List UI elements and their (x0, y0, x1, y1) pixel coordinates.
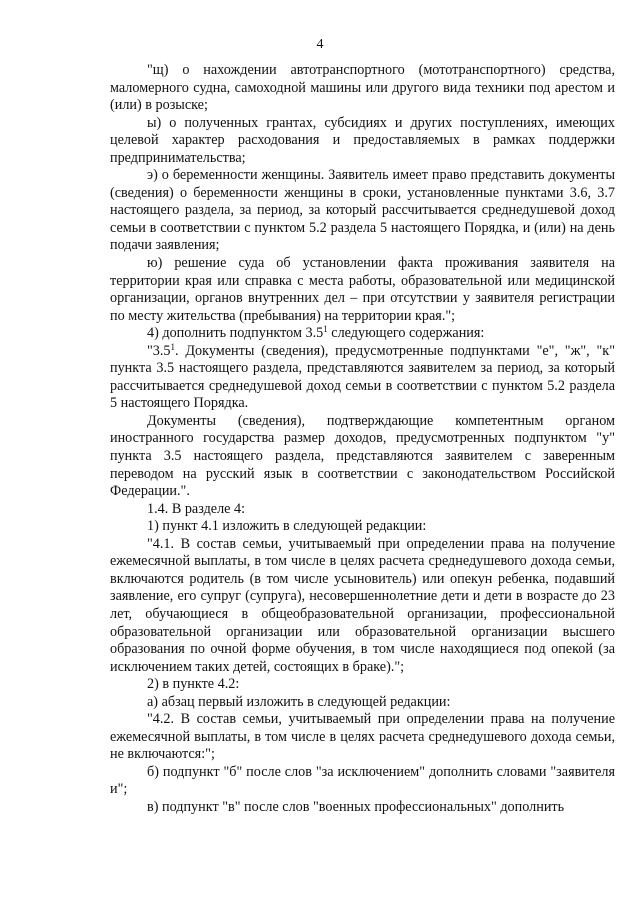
paragraph-shch: "щ) о нахождении автотранспортного (мототранспортного) средства, маломерного судна, самоходной машины или другого вида техники под арестом и (или) в розыске; (110, 62, 615, 114)
paragraph-3-5-1 (110, 343, 615, 413)
paragraph-4-2-text: "4.2. В состав семьи, учитываемый при определении права на получение ежемесячной выплаты, в том числе в целях расчета среднедушевого дохода семьи, не включаются:"; (110, 711, 615, 763)
paragraph-subitem-a: а) абзац первый изложить в следующей редакции: (147, 693, 451, 710)
paragraph-4-1-text: "4.1. В состав семьи, учитываемый при определении права на получение ежемесячной выплаты, в том числе в целях расчета среднедушевого дохода семьи, включаются родитель (в том числе усыновитель) или опекун ребенка, подавший заявление, его супруг (супруга), несовершеннолетние дети и дети в возрасте до 23 лет, обучающиеся в общеобразовательной организации, профессиональной образовательной организации или образовательной организации высшего образования по очной форме обучения, в том числе находящиеся под опекой (за исключением таких детей, состоящих в браке)."; (110, 535, 615, 675)
clause-3-5-1-text: . Документы (сведения), предусмотренные подпунктами "е", "ж", "к" пункта 3.5 настоящего раздела, представляются заявителем за период, за который рассчитывается среднедушевой доход семьи в соответствии с пунктом 5.2 раздела 5 настоящего Порядка. (110, 342, 615, 412)
superscript-1: 1 (323, 324, 328, 335)
page-number: 4 (316, 37, 324, 52)
paragraph-foreign-income: Документы (сведения), подтверждающие компетентным органом иностранного государства размер доходов, предусмотренных подпунктом "у" пункта 3.5 настоящего раздела, представляются заявителем с заверенным переводом на русский язык в соответствии с законодательством Российской Федерации.". (110, 412, 615, 500)
paragraph-yu-court-decision: ю) решение суда об установлении факта проживания заявителя на территории края или справка с места работы, образовательной или медицинской организации, органов внутренних дел – при отсутствии у заявителя регистрации по месту жительства (пребывания) на территории края."; (110, 255, 615, 324)
item-4-text-start: 4) дополнить подпунктом 3.5 (147, 325, 324, 342)
clause-3-5-1-number: "3.5 (147, 342, 171, 359)
paragraph-subitem-b: б) подпункт "б" после слов "за исключением" дополнить словами "заявителя и"; (110, 763, 615, 798)
paragraph-e-pregnancy: э) о беременности женщины. Заявитель имеет право представить документы (сведения) о беременности женщины в сроки, установленные пунктами 3.6, 3.7 настоящего раздела, за период, за который рассчитывается среднедушевой доход семьи в соответствии с пунктом 5.2 раздела 5 настоящего Порядка, и (или) на день подачи заявления; (110, 167, 615, 254)
superscript-1: 1 (170, 341, 176, 352)
document-body (110, 62, 615, 817)
paragraph-item-4-2-intro: 2) в пункте 4.2: (147, 676, 240, 693)
paragraph-subitem-v: в) подпункт "в" после слов "военных профессиональных" дополнить (147, 798, 565, 815)
paragraph-section-4-heading: 1.4. В разделе 4: (147, 500, 246, 517)
item-4-text-end: следующего содержания: (327, 325, 485, 342)
paragraph-item-4-1-intro: 1) пункт 4.1 изложить в следующей редакции: (147, 518, 427, 535)
paragraph-y: ы) о полученных грантах, субсидиях и других поступлениях, имеющих целевой характер расходования и предоставляемых в рамках поддержки предпринимательства; (110, 114, 615, 166)
paragraph-item-4 (110, 325, 615, 343)
